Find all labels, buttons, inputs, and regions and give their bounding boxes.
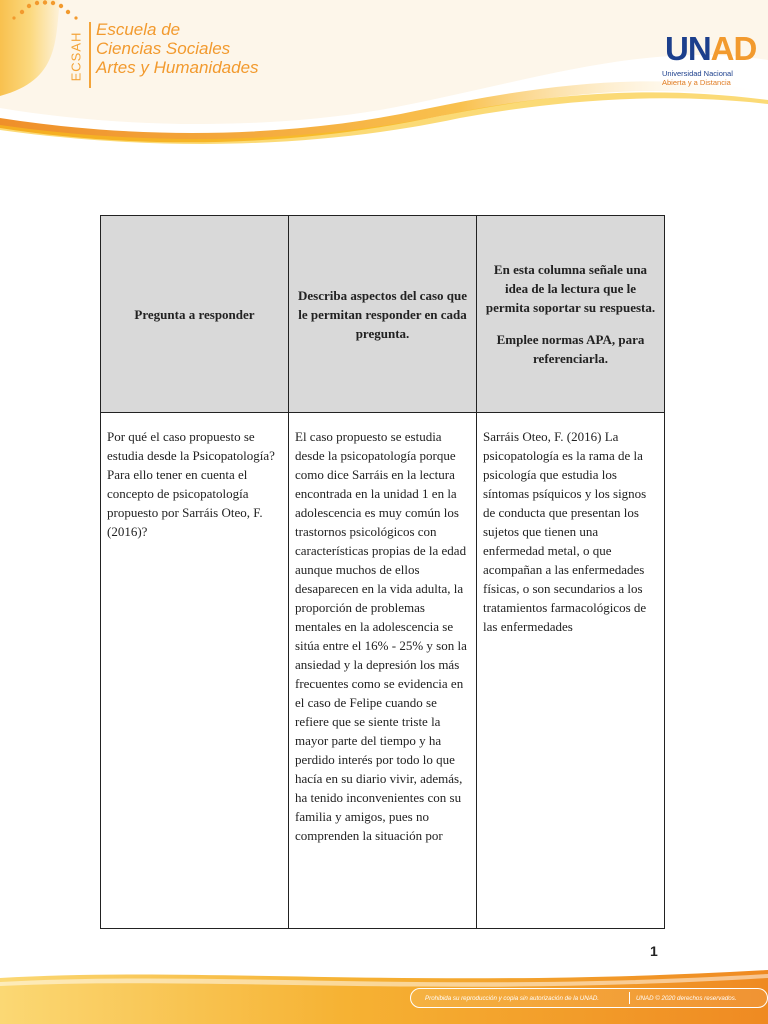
ecsah-acronym: ECSAH [68,31,84,81]
header-cell-question [101,216,289,413]
header-question-text: Pregunta a responder [134,306,255,322]
footer-rights: UNAD © 2020 derechos reservados. [636,994,737,1002]
table-header-row [101,216,665,413]
reference-cell: Sarráis Oteo, F. (2016) La psicopatología es la rama de la psicología que estudia los síntomas psíquicos y los signos de conducta que presentan los sujetos que tienen una enfermedad metal, o que acompañan a las enfermedades físicas, o son secundarios a los tratamientos farmacológicos de las enfermedades [477,413,665,929]
footer-separator [629,992,630,1004]
school-line-3: Artes y Humanidades [96,58,259,77]
unad-logo-subtitle [662,70,752,87]
page-footer [0,960,768,1024]
page-number: 1 [650,943,658,959]
unad-logo-dots [0,0,90,80]
school-line-1: Escuela de [96,20,181,39]
logo-ad: AD [710,30,757,67]
header-cell-description [289,216,477,413]
school-line-2: Ciencias Sociales [96,39,231,58]
header-reference-text: En esta columna señale una idea de la lectura que le permita soportar su respuesta. [485,262,656,315]
activity-table [100,215,665,929]
header-reference-apa: Emplee normas APA, para referenciarla. [496,332,645,366]
school-name [96,20,259,77]
logo-un: UN [665,30,711,67]
description-cell: El caso propuesto se estudia desde la psicopatología porque como dice Sarráis en la lectura encontrada en la unidad 1 en la adolescencia es muy común los trastornos psicológicos con características propias de la edad aunque muchos de ellos desaparecen en la vida adulta, la proporción de problemas mentales en la adolescencia se sitúa entre el 16% - 25% y son la ansiedad y la depresión los más frecuentes como se evidencia en el caso de Felipe cuando se refiere que se siente triste la mayor parte del tiempo y ha perdido interés por todo lo que hacía en su diario vivir, además, ha tenido inconvenientes con su familia y amigos, pues no comprenden la situación por [289,413,477,929]
footer-notice: Prohibida su reproducción y copia sin autorización de la UNAD. [425,994,600,1002]
header-cell-reference [477,216,665,413]
question-cell: Por qué el caso propuesto se estudia desde la Psicopatología? Para ello tener en cuenta el concepto de psicopatología propuesto por Sarráis Oteo, F. (2016)? [101,413,289,929]
page-header [0,0,768,150]
unad-logo-word [665,30,756,68]
logo-subtitle-1: Universidad Nacional [662,69,733,78]
table-row [101,413,665,929]
logo-subtitle-2: Abierta y a Distancia [662,77,731,87]
header-description-text: Describa aspectos del caso que le permitan responder en cada pregunta. [298,287,467,341]
footer-notice-bar [410,988,768,1008]
